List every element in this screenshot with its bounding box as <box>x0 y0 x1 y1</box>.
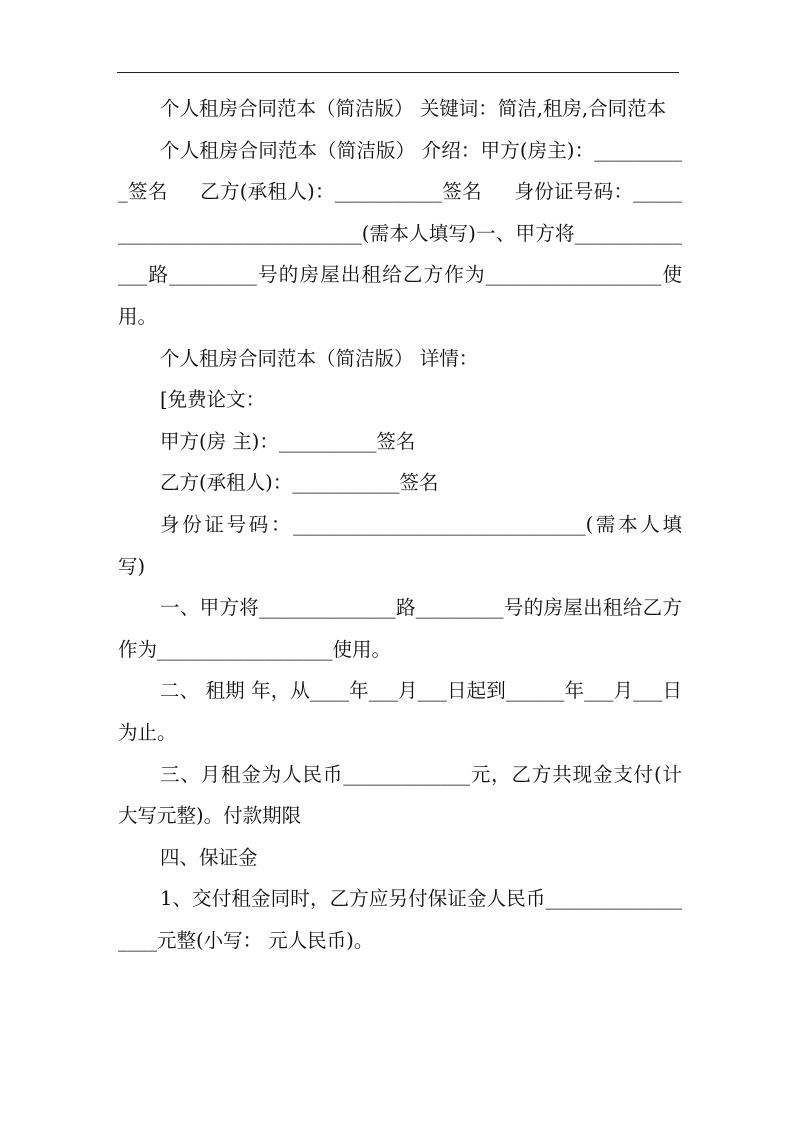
document-body <box>118 88 682 961</box>
paragraph-free-essay: [免费论文： <box>160 388 266 412</box>
header-rule <box>117 72 679 73</box>
paragraph-keywords: 个人租房合同范本（简洁版） 关键词：简洁,租房,合同范本 <box>160 97 667 120</box>
paragraph-party-a: 甲方(房 主)：__________签名 <box>160 429 416 453</box>
clause-3-rent: 三、月租金为人民币_____________元，乙方共现金支付(计大写元整)。付款期限 <box>118 762 682 828</box>
clause-4-deposit-heading: 四、保证金 <box>160 845 258 869</box>
clause-4-1-deposit: 1、交付租金同时，乙方应另付保证金人民币__________________元整(小写： 元人民币)。 <box>118 887 682 952</box>
clause-2-term: 二、 租期 年，从____年___月___日起到______年___月___日为止。 <box>118 679 682 744</box>
paragraph-details-heading: 个人租房合同范本（简洁版） 详情： <box>160 346 479 370</box>
clause-1-premises: 一、甲方将______________路_________号的房屋出租给乙方作为__________________使用。 <box>118 596 682 661</box>
paragraph-intro: 个人租房合同范本（简洁版） 介绍：甲方(房主)：__________签名 乙方(承租人)：___________签名 身份证号码：______________________________(需本人填写)一、甲方将______________路_________号的房屋出租给乙方作为__________________使用。 <box>118 138 682 328</box>
paragraph-id-number: 身份证号码：______________________________(需本人填写) <box>118 512 682 578</box>
paragraph-party-b: 乙方(承租人)：___________签名 <box>160 471 439 495</box>
